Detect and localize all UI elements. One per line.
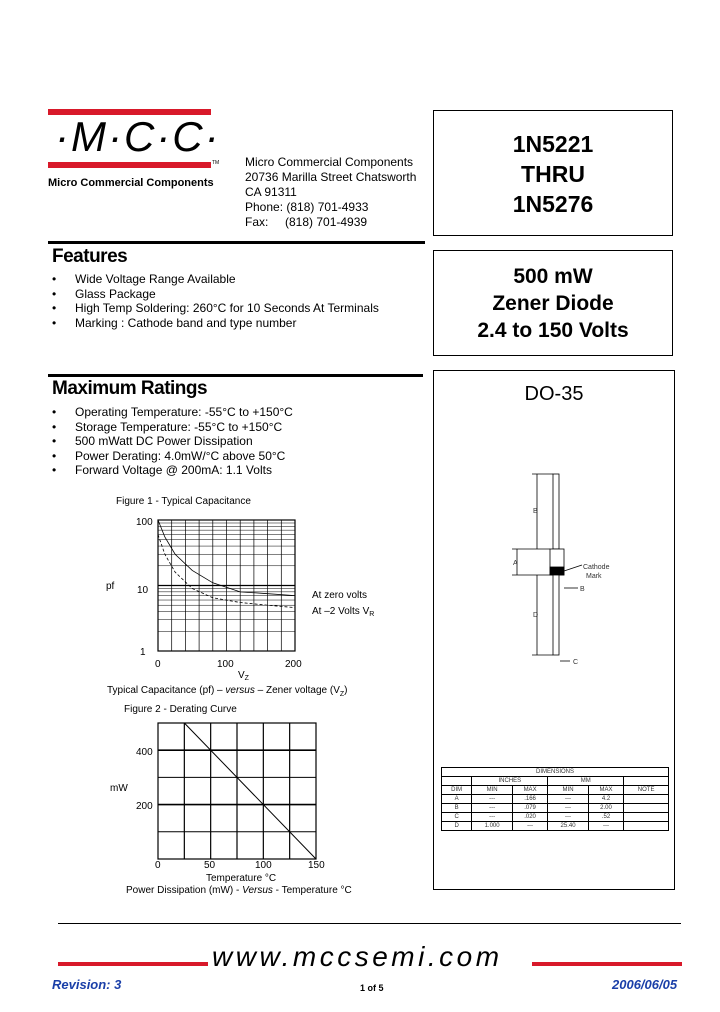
table-header: NOTE	[624, 786, 669, 795]
table-cell: ---	[548, 795, 589, 804]
table-header: DIM	[442, 786, 472, 795]
list-item: • Wide Voltage Range Available	[52, 272, 379, 287]
list-item: • High Temp Soldering: 260°C for 10 Seconds At Terminals	[52, 301, 379, 316]
desc-text: – Zener voltage (V	[254, 685, 340, 696]
table-cell: D	[442, 822, 472, 831]
cathode-label-2: Mark	[586, 573, 602, 580]
address-line: Phone: (818) 701-4933	[245, 200, 369, 214]
table-cell: A	[442, 795, 472, 804]
table-cell: ---	[588, 822, 623, 831]
fig1-ytick: 100	[136, 517, 153, 528]
dim-label-b-top: B	[533, 508, 538, 515]
website-bar-left	[58, 962, 208, 966]
fig2-chart	[100, 715, 400, 875]
ratings-list	[52, 405, 293, 478]
ratings-title: Maximum Ratings	[52, 378, 208, 399]
fig1-xlabel: $V_Z$	[238, 670, 249, 680]
address-line: Fax: (818) 701-4939	[245, 215, 368, 229]
table-cell: 1.000	[472, 822, 513, 831]
dim-label-a: A	[513, 560, 518, 567]
list-item: • 500 mWatt DC Power Dissipation	[52, 434, 293, 449]
fig2-xtick: 150	[308, 860, 325, 871]
part-thru: THRU	[521, 161, 585, 187]
table-group: MM	[548, 777, 624, 786]
footer-rule	[58, 923, 681, 924]
desc-text: - Temperature °C	[272, 885, 352, 896]
cathode-label-1: Cathode	[583, 564, 610, 571]
table-cell: .079	[512, 804, 547, 813]
fig2-series-line	[184, 723, 316, 859]
table-header: MAX	[512, 786, 547, 795]
features-title: Features	[52, 246, 128, 267]
fig2-ytick: 200	[136, 801, 153, 812]
fig1-xtick: 200	[285, 659, 302, 670]
table-cell	[442, 777, 472, 786]
features-rule	[48, 241, 425, 244]
table-row	[442, 804, 669, 813]
table-cell	[624, 822, 669, 831]
spec-voltage: 2.4 to 150 Volts	[477, 319, 629, 342]
table-cell	[624, 804, 669, 813]
spec-type: Zener Diode	[492, 292, 614, 315]
list-item: • Glass Package	[52, 287, 379, 302]
package-drawing	[434, 371, 674, 671]
fig1-description	[107, 685, 348, 698]
table-title: DIMENSIONS	[442, 768, 669, 777]
table-group: INCHES	[472, 777, 548, 786]
desc-text: Power Dissipation (mW) -	[126, 885, 243, 896]
fig1-xtick: 100	[217, 659, 234, 670]
table-header: MIN	[472, 786, 513, 795]
table-header: MAX	[588, 786, 623, 795]
fig2-xtick: 100	[255, 860, 272, 871]
package-title: DO-35	[524, 383, 584, 405]
cathode-band	[550, 567, 564, 575]
fig1-ylabel: pf	[106, 581, 115, 592]
table-cell: ---	[472, 795, 513, 804]
desc-text: Typical Capacitance (pf) –	[107, 685, 226, 696]
table-cell: 2.00	[588, 804, 623, 813]
table-cell	[624, 777, 669, 786]
fig2-caption: Figure 2 - Derating Curve	[124, 704, 237, 715]
desc-text: )	[344, 685, 348, 696]
fig1-caption: Figure 1 - Typical Capacitance	[116, 496, 251, 507]
table-cell: ---	[472, 804, 513, 813]
table-row	[442, 822, 669, 831]
lead-top	[553, 474, 559, 549]
fig1-ytick: 10	[137, 585, 149, 596]
desc-versus: Versus	[242, 885, 273, 896]
table-cell: 25.40	[548, 822, 589, 831]
spec-power: 500 mW	[513, 265, 593, 288]
website-link[interactable]: www.mccsemi.com	[212, 941, 503, 972]
list-item: • Storage Temperature: -55°C to +150°C	[52, 420, 293, 435]
fig1-chart	[100, 510, 400, 680]
list-item: • Operating Temperature: -55°C to +150°C	[52, 405, 293, 420]
dimensions-table	[441, 767, 669, 831]
part-start: 1N5221	[512, 131, 594, 157]
address-line: Micro Commercial Components	[245, 155, 414, 169]
fig2-xlabel: Temperature °C	[206, 873, 277, 884]
desc-versus: versus	[225, 685, 255, 696]
table-cell: ---	[512, 822, 547, 831]
table-row	[442, 813, 669, 822]
spec-box	[433, 250, 673, 356]
fig1-series-label: At zero volts	[312, 590, 368, 601]
fig1-series-label: At –2 Volts $V_R$	[312, 606, 375, 618]
list-item: • Power Derating: 4.0mW/°C above 50°C	[52, 449, 293, 464]
address-line: CA 91311	[245, 185, 297, 199]
page-number: 1 of 5	[360, 983, 384, 993]
dim-label-c: C	[573, 659, 579, 666]
fig2-ylabel: mW	[110, 783, 128, 794]
company-address	[245, 155, 416, 230]
table-cell: 4.2	[588, 795, 623, 804]
desc-sub: Z	[339, 691, 345, 698]
fig2-description	[126, 885, 352, 896]
fig1-ytick: 1	[140, 647, 146, 658]
fig1-xtick: 0	[155, 659, 161, 670]
fig2-ytick: 400	[136, 747, 153, 758]
dim-label-b: B	[580, 586, 585, 593]
list-item: • Forward Voltage @ 200mA: 1.1 Volts	[52, 463, 293, 478]
table-cell	[624, 813, 669, 822]
table-cell: .166	[512, 795, 547, 804]
cathode-pointer	[564, 565, 582, 571]
revision-date: 2006/06/05	[612, 977, 678, 992]
table-cell	[624, 795, 669, 804]
logo-trademark: TM	[212, 160, 220, 166]
lead-bottom	[553, 575, 559, 655]
website-bar-right	[532, 962, 682, 966]
address-line: 20736 Marilla Street Chatsworth	[245, 170, 417, 184]
part-number-box	[433, 110, 673, 236]
revision-label: Revision: 3	[52, 977, 122, 992]
logo-bottom-bar	[48, 162, 211, 168]
table-cell: B	[442, 804, 472, 813]
table-row	[442, 795, 669, 804]
table-cell: ---	[548, 804, 589, 813]
table-cell: C	[442, 813, 472, 822]
company-name: Micro Commercial Components	[48, 177, 214, 189]
table-cell: ---	[472, 813, 513, 822]
table-cell: .52	[588, 813, 623, 822]
features-list	[52, 272, 379, 330]
table-header: MIN	[548, 786, 589, 795]
list-item: • Marking : Cathode band and type number	[52, 316, 379, 331]
dim-label-d: D	[533, 612, 539, 619]
part-end: 1N5276	[512, 191, 594, 217]
logo-text: ·M·C·C·	[55, 113, 221, 160]
fig2-xtick: 0	[155, 860, 161, 871]
table-cell: .020	[512, 813, 547, 822]
fig2-xtick: 50	[204, 860, 216, 871]
table-cell: ---	[548, 813, 589, 822]
ratings-rule	[48, 374, 423, 377]
